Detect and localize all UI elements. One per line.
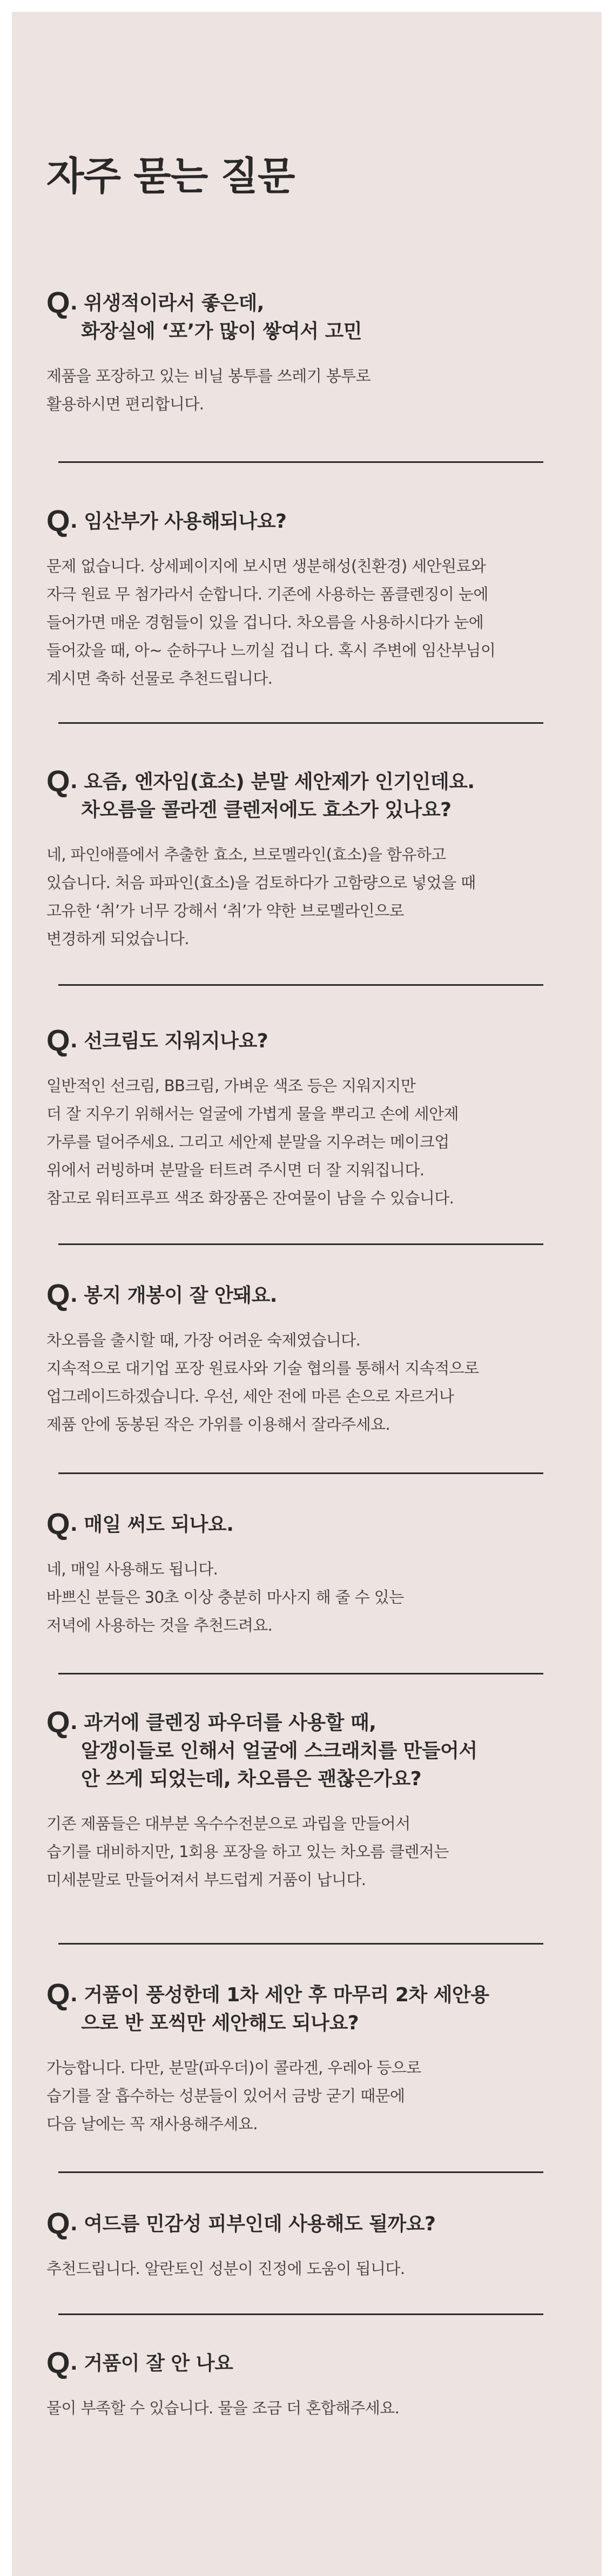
answer-line: 자극 원료 무 첨가라서 순합니다. 기존에 사용하는 폼클렌징이 눈에 (46, 585, 488, 603)
divider (58, 1243, 543, 1245)
faq-item (46, 764, 543, 953)
answer-line: 차오름을 출시할 때, 가장 어려운 숙제였습니다. (46, 1331, 361, 1349)
answer-line: 가루를 덜어주세요. 그리고 세안제 분말을 지우려는 메이크업 (46, 1133, 449, 1151)
faq-item (46, 1705, 543, 1894)
q-mark: Q (46, 2206, 70, 2240)
answer-line: 추천드립니다. 알란토인 성분이 진정에 도움이 됩니다. (46, 2259, 405, 2278)
answer-line: 문제 없습니다. 상세페이지에 보시면 생분해성(친환경) 세안원료와 (46, 557, 486, 575)
question-line: . 위생적이라서 좋은데, (70, 292, 264, 314)
question-line: 차오름을 콜라겐 클렌저에도 효소가 있나요? (81, 799, 452, 821)
q-mark: Q (46, 1277, 70, 1311)
question-line: 알갱이들로 인해서 얼굴에 스크래치를 만들어서 (81, 1740, 477, 1762)
faq-answer (46, 552, 543, 692)
divider (58, 1673, 543, 1674)
divider (58, 1943, 543, 1945)
faq-answer (46, 1326, 543, 1438)
q-mark: Q (46, 1705, 70, 1739)
answer-line: 네, 파인애플에서 추출한 효소, 브로멜라인(효소)을 함유하고 (46, 845, 446, 864)
divider (58, 2171, 543, 2173)
faq-answer (46, 1555, 543, 1639)
answer-line: 습기를 잘 흡수하는 성분들이 있어서 금방 굳기 때문에 (46, 2087, 405, 2105)
faq-answer (46, 1072, 543, 1212)
faq-question (46, 2206, 543, 2240)
answer-line: 다음 날에는 꼭 재사용해주세요. (46, 2115, 258, 2133)
faq-answer (46, 362, 543, 418)
answer-line: 제품 안에 동봉된 작은 가위를 이용해서 잘라주세요. (46, 1415, 390, 1434)
answer-line: 활용하시면 편리합니다. (46, 395, 204, 413)
answer-line: 있습니다. 처음 파파인(효소)을 검토하다가 고함량으로 넣었을 때 (46, 873, 476, 892)
divider (58, 2313, 543, 2315)
answer-line: 물이 부족할 수 있습니다. 물을 조금 더 혼합해주세요. (46, 2399, 400, 2417)
answer-line: 네, 매일 사용해도 됩니다. (46, 1560, 218, 1578)
faq-question (46, 1023, 543, 1057)
faq-answer (46, 1810, 543, 1894)
question-line: 안 쓰게 되었는데, 차오름은 괜찮은가요? (81, 1768, 422, 1790)
answer-line: 변경하게 되었습니다. (46, 930, 189, 948)
divider (58, 984, 543, 986)
answer-line: 지속적으로 대기업 포장 원료사와 기술 협의를 통해서 지속적으로 (46, 1359, 479, 1377)
faq-item (46, 1023, 543, 1212)
question-line: 으로 반 포씩만 세안해도 되나요? (81, 2012, 359, 2034)
question-line: . 선크림도 지워지나요? (70, 1030, 268, 1052)
faq-item (46, 2206, 543, 2283)
faq-question (46, 285, 543, 346)
question-line: . 매일 써도 되나요. (70, 1514, 234, 1536)
faq-item (46, 1506, 543, 1639)
answer-line: 가능합니다. 다만, 분말(파우더)이 콜라겐, 우레아 등으로 (46, 2059, 421, 2077)
divider (58, 461, 543, 463)
faq-item (46, 1277, 543, 1438)
faq-item (46, 285, 543, 418)
faq-question (46, 503, 543, 537)
answer-line: 들어가면 매운 경험들이 있을 겁니다. 차오름을 사용하시다가 눈에 (46, 613, 484, 631)
faq-question (46, 2345, 543, 2379)
answer-line: 계시면 축하 선물로 추천드립니다. (46, 669, 273, 688)
faq-answer (46, 2255, 543, 2283)
answer-line: 더 잘 지우기 위해서는 얼굴에 가볍게 물을 뿌리고 손에 세안제 (46, 1105, 459, 1123)
faq-question (46, 1705, 543, 1793)
page-title: 자주 묻는 질문 (46, 153, 295, 199)
question-line: . 요즘, 엔자임(효소) 분말 세안제가 인기인데요. (70, 771, 475, 793)
faq-question (46, 1277, 543, 1311)
q-mark: Q (46, 1506, 70, 1541)
question-line: . 거품이 풍성한데 1차 세안 후 마무리 2차 세안용 (70, 1984, 489, 2006)
faq-answer (46, 2054, 543, 2138)
faq-question (46, 1506, 543, 1541)
q-mark: Q (46, 503, 70, 537)
q-mark: Q (46, 2345, 70, 2379)
answer-line: 제품을 포장하고 있는 비닐 봉투를 쓰레기 봉투로 (46, 367, 371, 385)
answer-line: 습기를 대비하지만, 1회용 포장을 하고 있는 차오름 클렌저는 (46, 1842, 449, 1861)
answer-line: 업그레이드하겠습니다. 우선, 세안 전에 마른 손으로 자르거나 (46, 1387, 454, 1405)
faq-item (46, 503, 543, 692)
faq-item (46, 1977, 543, 2138)
answer-line: 참고로 워터프루프 색조 화장품은 잔여물이 남을 수 있습니다. (46, 1189, 454, 1207)
answer-line: 고유한 ‘취’가 너무 강해서 ‘취’가 약한 브로멜라인으로 (46, 902, 404, 920)
question-line: . 임산부가 사용해되나요? (70, 510, 287, 533)
divider (58, 722, 543, 724)
answer-line: 바쁘신 분들은 30초 이상 충분히 마사지 해 줄 수 있는 (46, 1588, 404, 1606)
q-mark: Q (46, 1977, 70, 2011)
q-mark: Q (46, 285, 70, 319)
divider (58, 1472, 543, 1474)
faq-question (46, 1977, 543, 2037)
answer-line: 미세분말로 만들어져서 부드럽게 거품이 납니다. (46, 1871, 366, 1889)
question-line: . 과거에 클렌징 파우더를 사용할 때, (70, 1712, 376, 1734)
answer-line: 일반적인 선크림, BB크림, 가벼운 색조 등은 지워지지만 (46, 1077, 416, 1095)
question-line: . 거품이 잘 안 나요 (70, 2352, 233, 2375)
answer-line: 저녁에 사용하는 것을 추천드려요. (46, 1616, 273, 1635)
faq-question (46, 764, 543, 824)
q-mark: Q (46, 1023, 70, 1057)
question-line: 화장실에 ‘포’가 많이 쌓여서 고민 (81, 320, 362, 342)
question-line: . 여드름 민감성 피부인데 사용해도 될까요? (70, 2213, 436, 2235)
answer-line: 들어갔을 때, 아~ 순하구나 느끼실 겁니 다. 혹시 주변에 임산부님이 (46, 641, 496, 660)
answer-line: 위에서 러빙하며 분말을 터트려 주시면 더 잘 지워집니다. (46, 1161, 425, 1179)
answer-line: 기존 제품들은 대부분 옥수수전분으로 과립을 만들어서 (46, 1814, 410, 1833)
faq-answer (46, 840, 543, 953)
faq-item (46, 2345, 543, 2422)
question-line: . 봉지 개봉이 잘 안돼요. (70, 1284, 277, 1307)
q-mark: Q (46, 764, 70, 798)
faq-answer (46, 2394, 543, 2422)
